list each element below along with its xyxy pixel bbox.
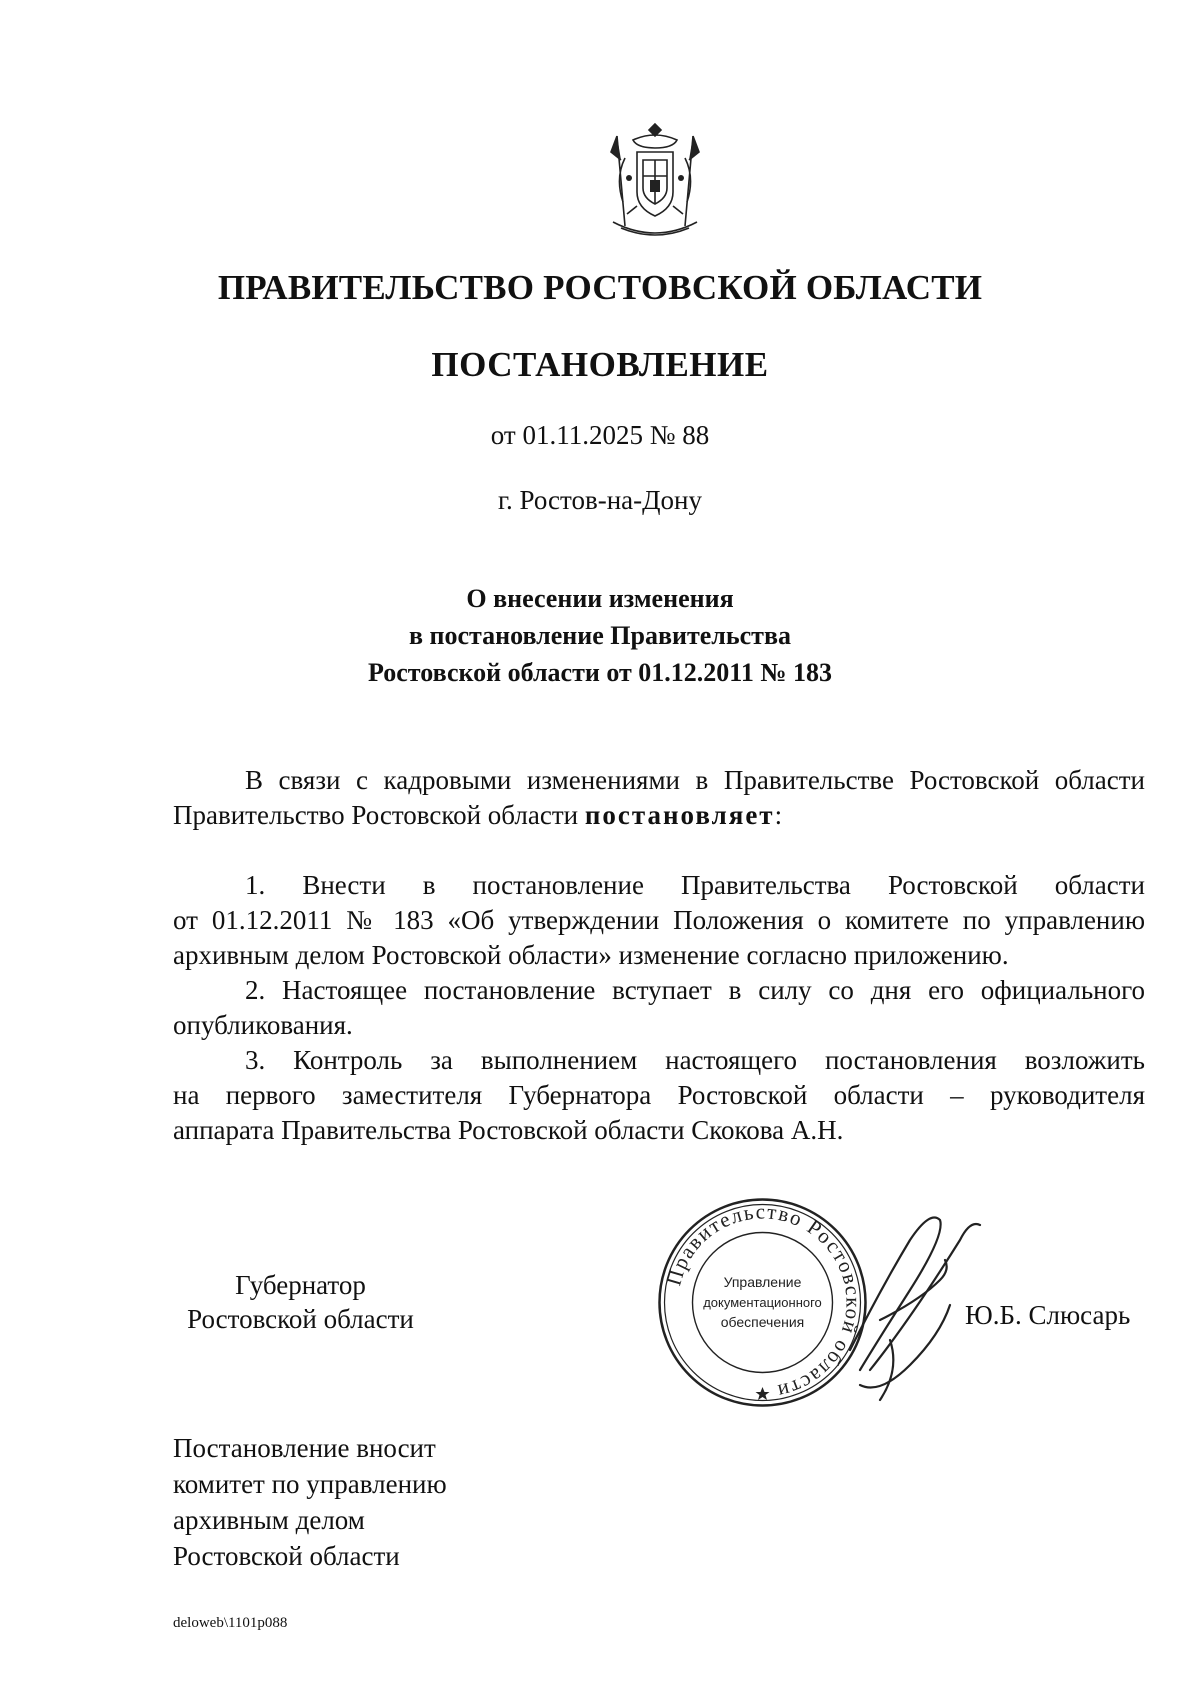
- seal-ring-text: Правительство Ростовской области: [661, 1199, 866, 1405]
- organization-title: ПРАВИТЕЛЬСТВО РОСТОВСКОЙ ОБЛАСТИ: [217, 268, 983, 307]
- signer-name: Ю.Б. Слюсарь: [965, 1300, 1131, 1330]
- position-line: Ростовской области: [187, 1304, 414, 1334]
- decree-item-2: [173, 973, 1145, 1043]
- seal-center-line: обеспечения: [720, 1314, 805, 1330]
- position-line: Губернатор: [235, 1270, 366, 1300]
- item-line: 1. Внести в постановление Правительства Ростовской области: [245, 870, 1145, 900]
- submitting-body-note: [173, 1430, 447, 1574]
- decree-item-1: [173, 868, 1145, 973]
- note-line: Постановление вносит: [173, 1433, 436, 1463]
- subject-line: в постановление Правительства: [408, 621, 791, 650]
- document-type-heading: ПОСТАНОВЛЕНИЕ: [431, 345, 769, 384]
- document-subject: [0, 580, 1200, 691]
- decree-verb: постановляет: [584, 800, 775, 830]
- note-line: комитет по управлению: [173, 1469, 447, 1499]
- preamble-text: Правительство Ростовской области: [173, 800, 585, 830]
- decree-item-3: [173, 1043, 1145, 1148]
- preamble-line: В связи с кадровыми изменениями в Правительстве Ростовской области: [245, 765, 1145, 795]
- seal-center-line: Управление: [723, 1274, 802, 1290]
- note-line: архивным делом: [173, 1505, 365, 1535]
- seal-center-line: документационного: [703, 1295, 822, 1310]
- document-city: г. Ростов-на-Дону: [497, 485, 702, 515]
- item-line: архивным делом Ростовской области» изменение согласно приложению.: [173, 940, 1009, 970]
- preamble-line: [173, 798, 1145, 833]
- item-line: 2. Настоящее постановление вступает в силу со дня его официального: [245, 975, 1145, 1005]
- preamble-colon: :: [774, 800, 783, 830]
- preamble-paragraph: [173, 763, 1145, 833]
- subject-line: О внесении изменения: [466, 584, 734, 613]
- coat-of-arms-emblem-icon: [603, 118, 707, 240]
- file-reference: deloweb\1101p088: [173, 1615, 288, 1631]
- item-line: аппарата Правительства Ростовской области Скокова А.Н.: [173, 1115, 844, 1145]
- item-line: опубликования.: [173, 1010, 353, 1040]
- item-line: 3. Контроль за выполнением настоящего постановления возложить: [245, 1045, 1145, 1075]
- signatory-position: [173, 1268, 428, 1336]
- subject-line: Ростовской области от 01.12.2011 № 183: [368, 658, 832, 687]
- document-date-number: от 01.11.2025 № 88: [490, 420, 710, 450]
- item-line: на первого заместителя Губернатора Ростовской области – руководителя: [173, 1080, 1145, 1110]
- item-line: от 01.12.2011 № 183 «Об утверждении Положения о комитете по управлению: [173, 905, 1145, 935]
- note-line: Ростовской области: [173, 1541, 400, 1571]
